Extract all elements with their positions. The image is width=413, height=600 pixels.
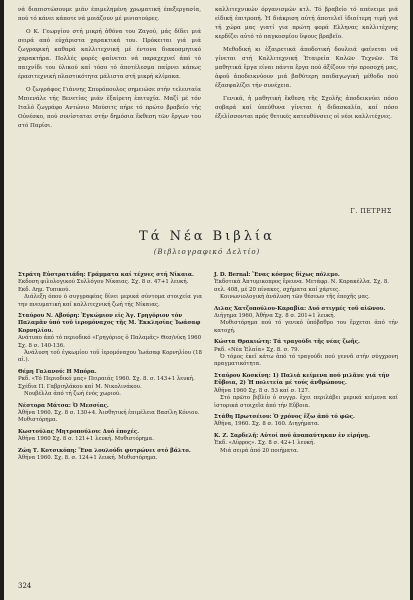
review-entry: [18, 313, 202, 365]
review-heading: Θέμη Γαλανού: Η Μπόρα.: [18, 368, 97, 375]
review-meta: Ρκδ. «Τό Περιοδικό μας» Πειραιάς 1960. Σχ. 8. σ. 143+1 λευκή. Σχέδια Π. Γαβριηλάκου καί Μ. Νικολινάκου.: [18, 376, 195, 390]
author-signature: Γ. ΠΕΤΡΗΣ: [350, 208, 392, 215]
reviews-column-right: [214, 272, 398, 466]
essay-paragraph: καλλιτεχνικών όργανισμών κτλ. Τό βραβείο τό απένειμε μιά εἰδική ἐπιτροπή. Ἡ διάκριση αὐτή ἀποτελεῖ ἰδιαίτερη τιμή γιά τή χώρα μας γιατί για πρώτη φορά Ελληνας καλλιτέχνης κερδίζει αὐτό τό παγκοσμίου ὕψους βραβεῖο.: [215, 7, 398, 40]
review-entry: [214, 306, 398, 336]
reviews-column-left: [18, 272, 202, 466]
essay-paragraph: νά διαπιστώσουμε μιάν έπιμελημένη χρωματική έπεξεργασία, πού τό κάνει κάποτε νά μοιάζουν μέ μινιατούρες.: [18, 7, 201, 22]
review-heading: Κωστούλας Μητροπούλου: Δυό ἐποχές.: [18, 428, 139, 435]
review-note: Κοινωνιολογική ἀνάλυση τῶν θέσεων τῆς ἐποχῆς μας.: [220, 294, 370, 301]
review-meta: Ἀθήνα, 1960. Σχ. 8 σ. 160. Διηγήματα.: [214, 421, 320, 428]
essay-paragraph: Ο Κ. Γεωργίου στή μικρή ἀθόνα του Ζαγού, μάς δίδει μιά σειρά από εύχάριστα χαρακτικά του. Πρόκειται γιά μιά ζωγραφική καθαρά καλλιτεχνική μέ έντονα διακοσμητικό χαρακτήρα. Πολλές φορές φαίνεται νά παραχεχνεί άπό τό παιχνίδι του ύλικού καί τόσο τό ἀποτέλεσμα παίρνει κάπως έρασιτεχνική πλαστικότητα μάλιστα στή μικρή κλίμακα.: [18, 29, 201, 80]
review-entry: [18, 369, 202, 399]
review-meta: Ἀθήνα 1960 Σχ. 8 σ. 53 καί σ. 127.: [214, 387, 310, 394]
review-entry: [214, 272, 398, 302]
review-note: Νουβέλλα ἀπό τή ζωή ένός χωριού.: [24, 391, 121, 398]
review-entry: [18, 272, 202, 309]
section-title: Τά Νέα Βιβλία: [139, 229, 275, 244]
review-entry: [214, 339, 398, 369]
review-meta: Ἐκδ. «Δίφρος». Σχ. 8 σ. 42+1 λευκή.: [214, 440, 315, 447]
book-reviews: [18, 272, 398, 466]
review-heading: J. D. Bernal: Ἕνας κόσμος δίχως πόλεμο.: [214, 272, 340, 278]
review-heading: Κ. Ζ. Σαρδελῆ: Αὐτοί πού ἀναπαύτηκαν ἐν εἰρήνῃ.: [214, 432, 370, 439]
essay-column-left: [18, 6, 201, 131]
essay-paragraph: Ο ζωγράφος Γιάννης Σπυρόπουλος σημειώσε στήν τελευταία Μπιενάλε τής Βενετίας μιάν ἐξαίρετη ἐπιτυχία. Μαζί μέ τόν Ιταλό ζωγράφο Αντώνιο Μούσιτς πήρε τό πρώτο βραβείο τής Οὐνέσκο, πού συνίσταται στήν δημόσια ἔκθεση τῶν ἔργων του στό Παρίσι.: [18, 87, 201, 129]
review-meta: Ανάτυπο ἀπό τό περιοδικό «Γρηγόριος ὁ Παλαμᾶς» Θεσ/νίκη 1960 Σχ. 8 σ. 140-136.: [18, 335, 202, 349]
review-note: Ἀνάλυση τοῦ ἐγκωμίου τοῦ ἱερομόναχου Ἰωάσαφ Κορνηλίου (18 αἰ.).: [18, 350, 202, 364]
essay-paragraph: Μεθοδική κι ἐξαιρετικά ἀποδοτική δουλειά φαίνεται νά γίνεται στή Καλλιτεχνική Ἑταιρεία Καλῶν Τεχνῶν. Τά μαθητικά ἔργα είναι πάντα ἔργα πού ἀξίζουν τήν προσοχή μας, ἀφοῦ ἀποδεικνύουν μιά βαθύτερη παιδαγωγική μέθοδο πού ἐξασφαλίζει τήν συνέχεια.: [215, 47, 398, 89]
essay-columns: [18, 6, 398, 131]
review-entry: [18, 448, 202, 463]
review-heading: Λιλας Χατζοπούλου-Καραβία: Δυό στιγμές τοῦ αἰῶνου.: [214, 305, 386, 312]
review-heading: Σταύρου Ν. Αβούρη: Ἐγκώμιον εἰς Ἀγ. Γρηγόριον τόν Παλαμᾶν ὑπό τοῦ ἱερομόναχος τῆς Μ. Ἐκκλησίας Ἰωάσαφ Κορνηλίου.: [18, 313, 201, 334]
review-heading: Στάθη Πρωτσέιου: Ὁ χρόνος ἔξω ἀπό τό φῶς.: [214, 413, 355, 420]
essay-column-right: [215, 6, 398, 131]
review-heading: Ζώη Τ. Κοτσικόπη: Ἕνα λουλούδι φυτρώνει στό βάλτο.: [18, 447, 191, 454]
review-meta: Ἐκδοτικὰ Ἀπτυμικοπρος ἔρευνα. Μετάφρ. Ν. Καρακέλλα. Σχ. 8. σελ. 408, μέ 20 πίνακες, σχήματα καί χάρτες.: [214, 279, 390, 293]
review-note: Μιά σειρά ἀπό 20 ποιήματα.: [220, 447, 299, 454]
review-entry: [214, 414, 398, 429]
review-meta: Ἀθήνα 1960 Σχ. 8 σ. 121+1 λευκή. Μυθιστόρημα.: [18, 436, 154, 443]
section-subtitle: (Βιβλιογραφικό Δελτίο): [153, 248, 261, 256]
review-meta: Ἀθήνα 1960. Σχ. 8 σ. 130+4. Ἀισθητική ἐπιμέλεια Βασίλη Κόνιου. Μυθιστόρημα.: [18, 409, 200, 424]
page-number: 324: [18, 582, 32, 590]
review-meta: Εκδοση φιλολογικού Συλλόγου Νίκαιας. Σχ. 8 σ. 47+1 λευκή. Εκδ. Δημ. Τυπικού.: [18, 279, 189, 293]
essay-paragraph: Γενικά, ἡ μαθητική ἔκθεση τῆς Σχολῆς ἀποδεικνύει πόσο σοβαρά καί ὑπεύθυνα γίνεται ἡ διδασκαλία, καί πόσο ἐξελίσσονται πρός θετικές κατευθύνσεις οἱ νέοι καλλιτέχνες.: [215, 96, 398, 120]
review-heading: Κώστα Θρακιώτη: Τά τραγούδι τῆς νέας ζωῆς.: [214, 339, 360, 346]
review-meta: Ἀθήνα 1960. Σχ. 8. σ. 124+1 λευκή. Μυθιστόρημα.: [18, 454, 158, 461]
review-heading: Σταύρου Κοσκίνη: 1) Παλιά κείμενα πού μιλᾶνε γιά τήν Εὔβοια, 2) Ἡ πολιτεία μέ τούς ἀνθρώπους.: [214, 372, 390, 387]
review-note: Στό πρῶτο βιβλίο ὁ συγγρ. ἔχει περιλάβει μερικά κείμενα καί ἱστορικά στοιχεῖα ἀπό τήν Εὔβοια.: [214, 395, 398, 409]
review-entry: [18, 429, 202, 444]
review-meta: Διήγημα 1960, Ἀθήνα Σχ. 8 σ. 201+1 λευκή.: [214, 313, 336, 320]
review-note: Μυθιστόρημα πού τό γενικό ὑπόβαθρο του ἔρχεται ἀπό τήν κατοχή.: [214, 320, 398, 334]
review-note: Ὁ τόμος ἐκεῖ κάτω ἀπό τό τραγούδι πού γεννᾶ στήν σύγχρονη πραγματικότητα.: [214, 354, 398, 368]
review-heading: Νέστορα Μάτσα: Ὁ Μεσσίας.: [18, 402, 109, 409]
review-meta: Ρκδ. «Νέα Ἐλαία» Σχ. 8. σ. 79.: [214, 346, 300, 353]
review-entry: [214, 373, 398, 410]
review-note: Διάλεξη όπου ό συγγραφέας δίνει μερικά σύντομα στοιχεία για την πνευματική καί καλλιτεχνική ζωή τής Νίκαιας.: [18, 294, 202, 308]
review-heading: Στράτη Εὐστρατιάδη: Γράμματα καί τέχνες στή Νίκαια.: [18, 272, 194, 278]
review-entry: [18, 403, 202, 425]
review-entry: [214, 433, 398, 455]
document-page: [4, 0, 410, 600]
